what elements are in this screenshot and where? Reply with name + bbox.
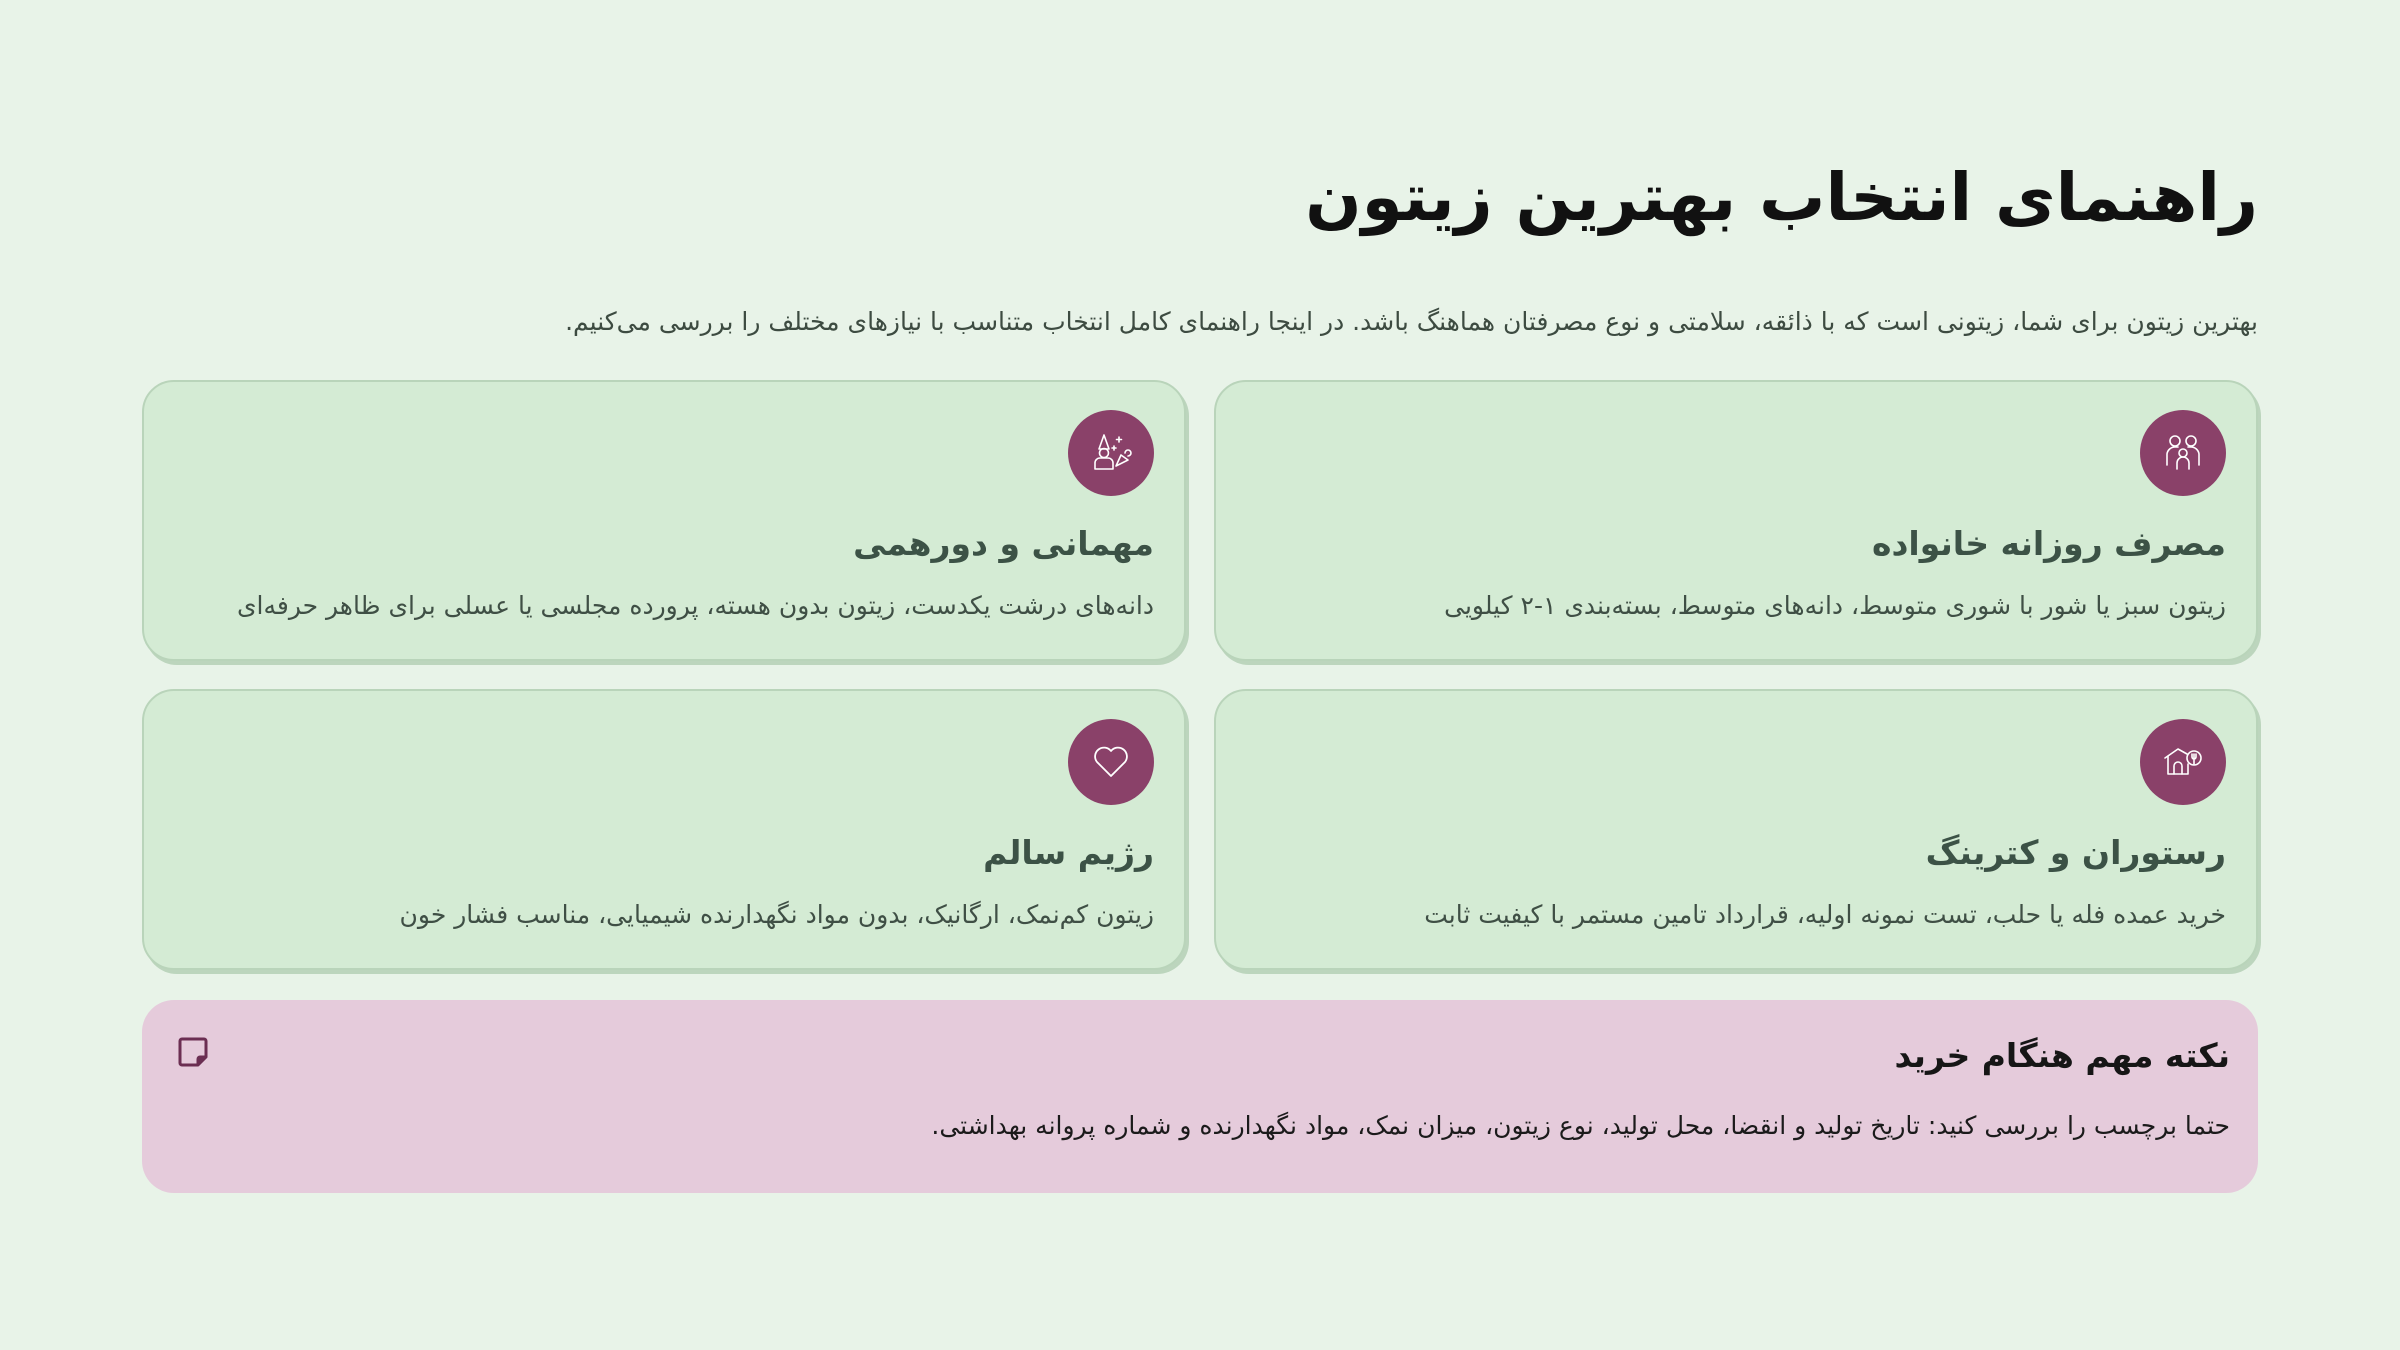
note-title: نکته مهم هنگام خرید <box>1894 1036 2230 1075</box>
card-party-gathering <box>142 380 1186 661</box>
page-title: راهنمای انتخاب بهترین زیتون <box>1305 159 2258 236</box>
slide <box>142 0 2258 1350</box>
card-family-daily <box>1214 380 2258 661</box>
card-title: مصرف روزانه خانواده <box>1872 524 2226 563</box>
card-description: زیتون کم‌نمک، ارگانیک، بدون مواد نگهدارنده شیمیایی، مناسب فشار خون <box>399 900 1154 929</box>
card-title: رستوران و کترینگ <box>1925 833 2226 872</box>
family-icon <box>2140 410 2226 496</box>
card-description: زیتون سبز یا شور با شوری متوسط، دانه‌های متوسط، بسته‌بندی ۱-۲ کیلویی <box>1444 591 2226 620</box>
card-title: رژیم سالم <box>983 833 1154 872</box>
party-icon <box>1068 410 1154 496</box>
card-restaurant-catering <box>1214 689 2258 970</box>
card-title: مهمانی و دورهمی <box>853 524 1154 563</box>
sticky-note-icon <box>177 1036 209 1068</box>
card-description: خرید عمده فله یا حلب، تست نمونه اولیه، قرارداد تامین مستمر با کیفیت ثابت <box>1424 900 2226 929</box>
heart-icon <box>1068 719 1154 805</box>
usage-cards-grid <box>142 380 2258 970</box>
note-body: حتما برچسب را بررسی کنید: تاریخ تولید و انقضا، محل تولید، نوع زیتون، میزان نمک، مواد نگهدارنده و شماره پروانه بهداشتی. <box>931 1111 2230 1140</box>
purchase-tip-note <box>142 1000 2258 1193</box>
card-description: دانه‌های درشت یکدست، زیتون بدون هسته، پرورده مجلسی یا عسلی برای ظاهر حرفه‌ای <box>236 591 1154 620</box>
restaurant-icon <box>2140 719 2226 805</box>
card-healthy-diet <box>142 689 1186 970</box>
page-subtitle: بهترین زیتون برای شما، زیتونی است که با ذائقه، سلامتی و نوع مصرفتان هماهنگ باشد. در اینجا راهنمای کامل انتخاب متناسب با نیازهای مختلف را بررسی می‌کنیم. <box>565 307 2258 336</box>
